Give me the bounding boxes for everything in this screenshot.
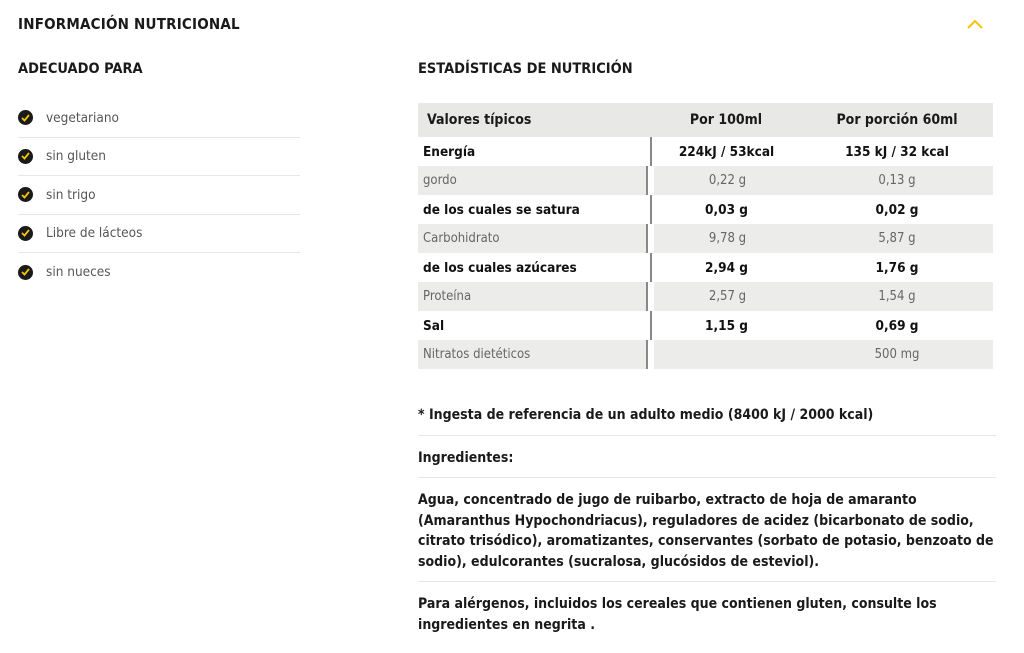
cell-label: de los cuales se satura [418,195,651,224]
cell-per100 [651,340,801,369]
suitable-item [18,176,300,215]
table-row [418,311,993,340]
cell-per100: 2,57 g [651,282,801,311]
cell-portion: 500 mg [801,340,993,369]
suitable-label: vegetariano [46,109,119,126]
cell-label: gordo [418,166,651,195]
ingredients-label: Ingredientes: [418,445,996,479]
cell-portion: 0,13 g [801,166,993,195]
cell-per100: 224kJ / 53kcal [678,143,775,160]
table-row [418,195,993,224]
table-row [418,166,993,195]
check-icon [18,226,33,241]
col-header: Valores típicos [418,103,651,137]
cell-portion: 0,69 g [875,317,919,334]
suitable-item [18,253,300,292]
suitable-title: ADECUADO PARA [18,61,143,77]
col-header: Por 100ml [651,103,801,137]
cell-label: Proteína [418,282,651,311]
table-row [418,224,993,253]
reference-note: * Ingesta de referencia de un adulto medio (8400 kJ / 2000 kcal) [418,402,996,436]
cell-portion: 135 kJ / 32 kcal [845,143,949,160]
ingredients-text: Agua, concentrado de jugo de ruibarbo, extracto de hoja de amaranto (Amaranthus Hypochondriacus), reguladores de acidez (bicarbonato de sodio, citrato trisódico), aromatizantes, conservantes (sorbato de potasio, benzoato de sodio), edulcorantes (sucralosa, glucósidos de esteviol). [418,487,996,582]
cell-portion: 1,54 g [801,282,993,311]
cell-per100: 0,22 g [651,166,801,195]
check-icon [18,265,33,280]
suitable-label: sin nueces [46,264,111,281]
chevron-up-icon[interactable] [965,16,985,32]
check-icon [18,187,33,202]
cell-portion: 5,87 g [801,224,993,253]
cell-label: Sal [418,311,651,340]
cell-portion: 0,02 g [875,201,919,218]
cell-per100: 1,15 g [705,317,748,334]
table-row [418,340,993,369]
cell-label: Energía [418,137,651,166]
suitable-item [18,99,300,138]
suitable-label: sin trigo [46,186,96,203]
cell-label: de los cuales azúcares [418,253,651,282]
suitable-label: Libre de lácteos [46,225,143,242]
suitable-item [18,215,300,254]
cell-portion: 1,76 g [875,259,919,276]
col-header: Por porción 60ml [801,103,993,137]
suitable-item [18,138,300,177]
nutrition-notes [418,402,996,653]
suitable-label: sin gluten [46,148,106,165]
suitable-list [18,99,300,292]
table-row [418,137,993,166]
allergens-note: Para alérgenos, incluidos los cereales que contienen gluten, consulte los ingredientes en negrita . [418,596,937,633]
cell-per100: 9,78 g [651,224,801,253]
nutrition-table [418,103,996,369]
table-row [418,253,993,282]
check-icon [18,149,33,164]
cell-per100: 2,94 g [705,259,748,276]
section-title: INFORMACIÓN NUTRICIONAL [18,15,240,33]
cell-label: Nitratos dietéticos [418,340,651,369]
cell-label: Carbohidrato [418,224,651,253]
table-row [418,282,993,311]
check-icon [18,110,33,125]
stats-title: ESTADÍSTICAS DE NUTRICIÓN [418,61,633,77]
cell-per100: 0,03 g [705,201,748,218]
